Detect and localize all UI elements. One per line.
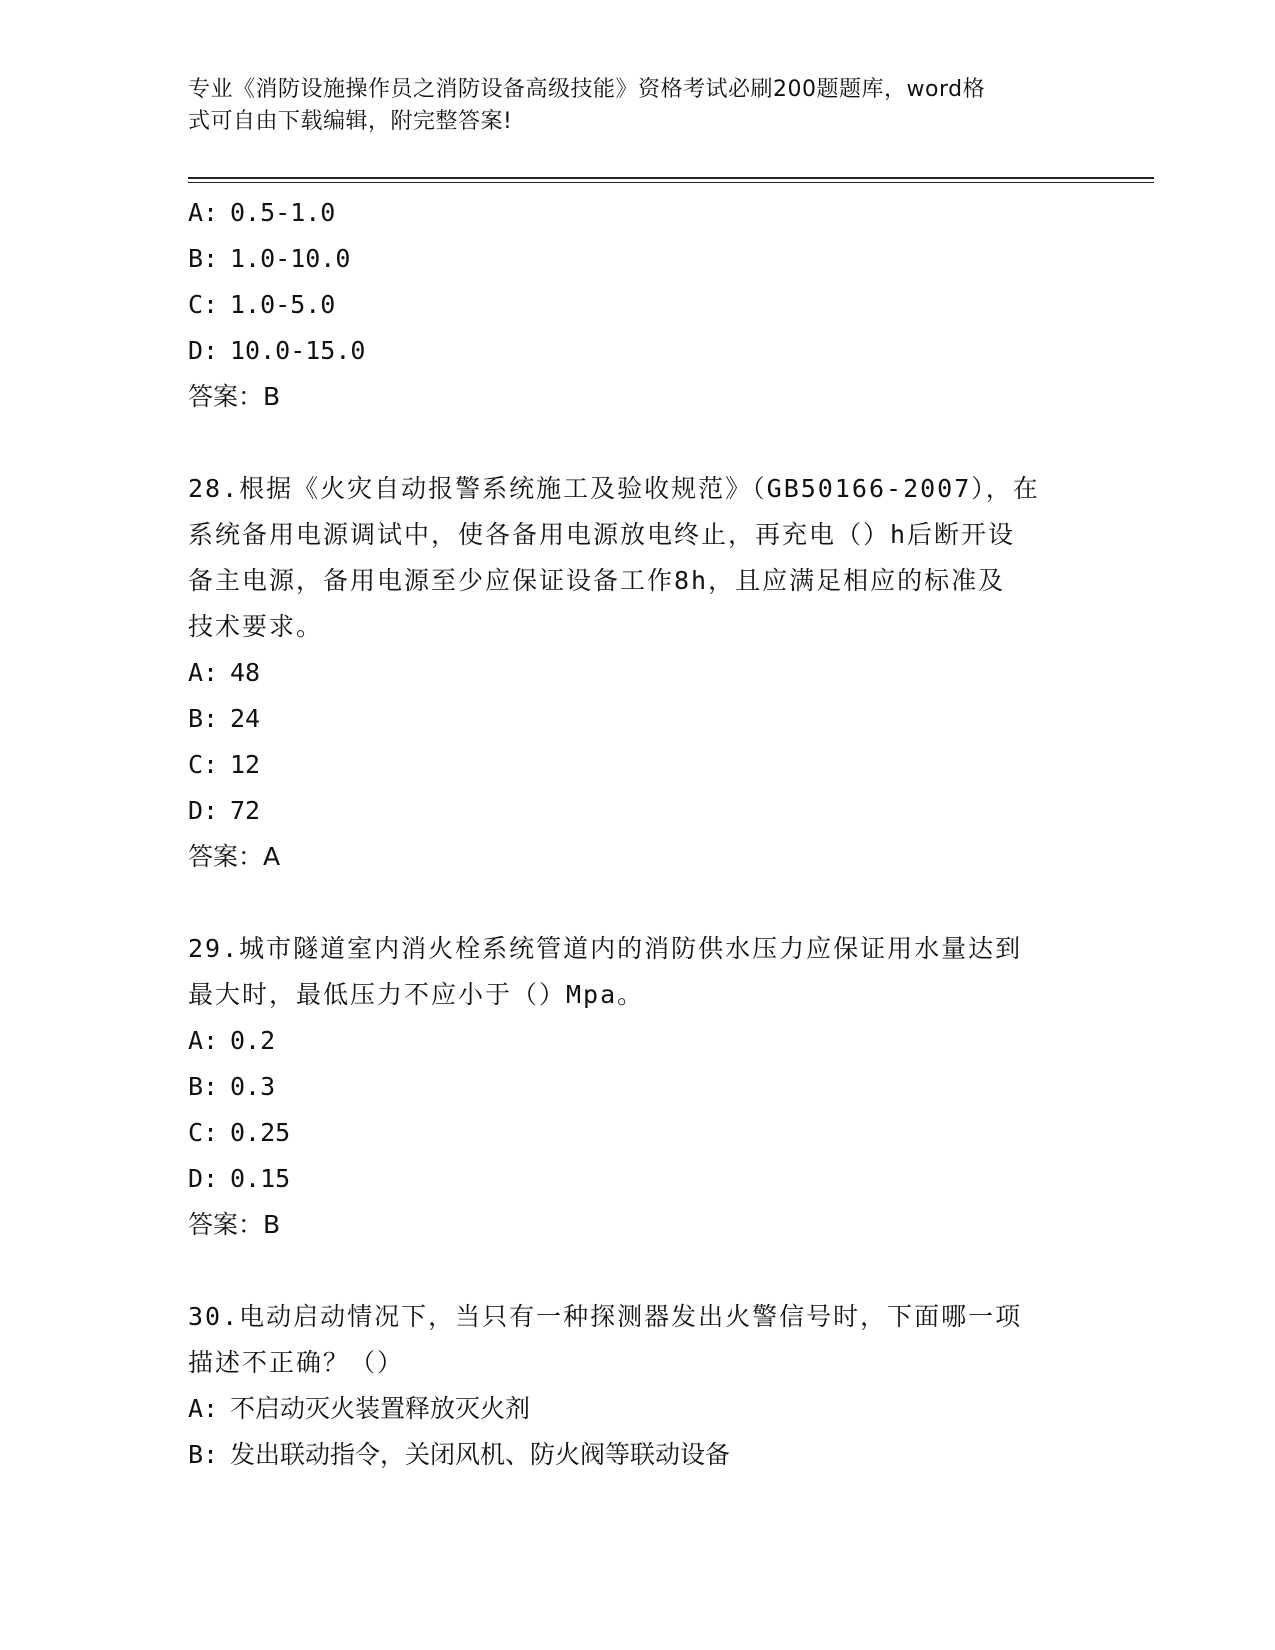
option-d xyxy=(188,328,1088,374)
question-line: 29.城市隧道室内消火栓系统管道内的消防供水压力应保证用水量达到 xyxy=(188,934,1023,963)
document-header xyxy=(188,74,1068,138)
option-label: D: xyxy=(188,796,219,825)
option-text: 0.5-1.0 xyxy=(230,198,336,227)
question-29-block xyxy=(188,926,1088,1248)
option-text: 24 xyxy=(230,704,261,733)
question-27-block xyxy=(188,190,1088,420)
option-b xyxy=(188,696,1088,742)
option-text: 0.2 xyxy=(230,1026,276,1055)
option-label: C: xyxy=(188,750,219,779)
option-text: 1.0-10.0 xyxy=(230,244,351,273)
question-line: 28.根据《火灾自动报警系统施工及验收规范》（GB50166-2007），在 xyxy=(188,474,1040,503)
spacer xyxy=(188,880,1088,926)
option-a xyxy=(188,650,1088,696)
option-c xyxy=(188,742,1088,788)
spacer xyxy=(188,1248,1088,1294)
answer-line: 答案：A xyxy=(188,842,281,871)
spacer xyxy=(188,420,1088,466)
option-b xyxy=(188,1064,1088,1110)
option-b xyxy=(188,1432,1088,1478)
question-line: 系统备用电源调试中，使各备用电源放电终止，再充电（）h后断开设 xyxy=(188,520,1016,549)
option-label: D: xyxy=(188,336,219,365)
option-c xyxy=(188,282,1088,328)
option-text: 不启动灭火装置释放灭火剂 xyxy=(230,1394,531,1423)
question-line: 描述不正确？（） xyxy=(188,1348,405,1377)
header-line-1: 专业《消防设施操作员之消防设备高级技能》资格考试必刷200题题库，word格 xyxy=(188,77,986,102)
question-28-block xyxy=(188,466,1088,880)
option-label: C: xyxy=(188,290,219,319)
option-label: B: xyxy=(188,244,219,273)
option-text: 10.0-15.0 xyxy=(230,336,366,365)
option-d xyxy=(188,1156,1088,1202)
answer-line: 答案：B xyxy=(188,1210,281,1239)
option-text: 1.0-5.0 xyxy=(230,290,336,319)
option-a xyxy=(188,1386,1088,1432)
option-label: B: xyxy=(188,704,219,733)
option-label: A: xyxy=(188,1394,219,1423)
option-label: A: xyxy=(188,1026,219,1055)
question-line: 备主电源，备用电源至少应保证设备工作8h，且应满足相应的标准及 xyxy=(188,566,1006,595)
option-text: 0.15 xyxy=(230,1164,291,1193)
option-d xyxy=(188,788,1088,834)
option-label: A: xyxy=(188,198,219,227)
option-text: 发出联动指令，关闭风机、防火阀等联动设备 xyxy=(230,1440,731,1469)
option-c xyxy=(188,1110,1088,1156)
option-b xyxy=(188,236,1088,282)
answer-line: 答案：B xyxy=(188,382,281,411)
header-divider xyxy=(188,177,1154,179)
option-label: A: xyxy=(188,658,219,687)
question-line: 技术要求。 xyxy=(188,612,324,641)
header-divider-thin xyxy=(188,182,1154,183)
option-text: 0.3 xyxy=(230,1072,276,1101)
option-label: B: xyxy=(188,1440,219,1469)
option-text: 48 xyxy=(230,658,261,687)
questions-content xyxy=(188,190,1088,1478)
option-a xyxy=(188,1018,1088,1064)
option-text: 72 xyxy=(230,796,261,825)
question-line: 最大时，最低压力不应小于（）Mpa。 xyxy=(188,980,645,1009)
option-text: 0.25 xyxy=(230,1118,291,1147)
header-line-2: 式可自由下载编辑，附完整答案! xyxy=(188,109,513,134)
option-label: D: xyxy=(188,1164,219,1193)
option-a xyxy=(188,190,1088,236)
option-text: 12 xyxy=(230,750,261,779)
option-label: B: xyxy=(188,1072,219,1101)
option-label: C: xyxy=(188,1118,219,1147)
question-30-block xyxy=(188,1294,1088,1478)
question-line: 30.电动启动情况下，当只有一种探测器发出火警信号时，下面哪一项 xyxy=(188,1302,1023,1331)
